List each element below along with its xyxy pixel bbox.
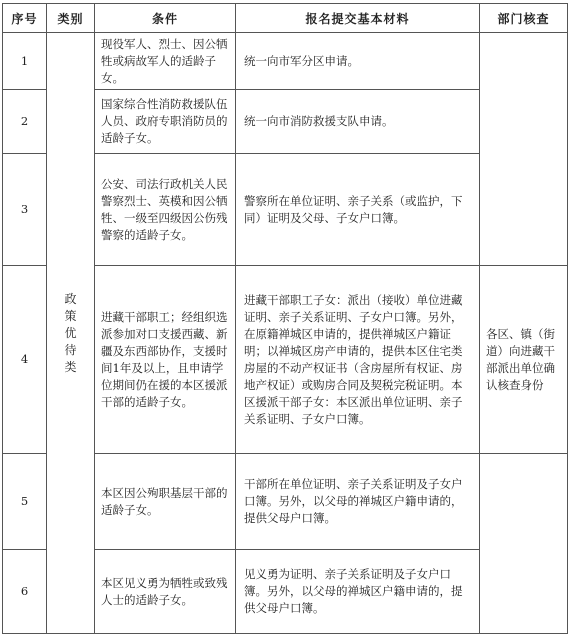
materials-cell: 统一向市军分区申请。	[236, 33, 480, 90]
category-cell	[47, 33, 95, 634]
header-row	[3, 4, 568, 33]
condition-cell: 进藏干部职工；经组织选派参加对口支援西藏、新疆及东西部协作，支援时间1年及以上，且申请学位期间仍在援的本区援派干部的适龄子女。	[95, 266, 236, 454]
condition-cell: 国家综合性消防救援队伍人员、政府专职消防员的适龄子女。	[95, 90, 236, 154]
row-number: 6	[3, 550, 47, 634]
dept-check-empty	[480, 33, 568, 266]
materials-cell: 进藏干部职工子女：派出（接收）单位进藏证明、亲子关系证明、子女户口簿。另外，在原籍禅城区申请的，提供禅城区户籍证明；以禅城区房产申请的，提供本区住宅类房屋的不动产权证书（含房屋所有权证、房地产权证）或购房合同及契税完税证明。本区援派干部子女：本区派出单位证明、亲子关系证明、子女户口簿。	[236, 266, 480, 454]
row-number: 1	[3, 33, 47, 90]
condition-cell: 本区见义勇为牺牲或致残人士的适龄子女。	[95, 550, 236, 634]
header-department: 部门核查	[480, 4, 568, 33]
condition-cell: 本区因公殉职基层干部的适龄子女。	[95, 454, 236, 550]
materials-cell: 警察所在单位证明、亲子关系（或监护，下同）证明及父母、子女户口簿。	[236, 154, 480, 266]
table-row	[3, 33, 568, 90]
row-number: 2	[3, 90, 47, 154]
row-number: 3	[3, 154, 47, 266]
materials-cell: 见义勇为证明、亲子关系证明及子女户口簿。另外，以父母的禅城区户籍申请的，提供父母户口簿。	[236, 550, 480, 634]
header-materials: 报名提交基本材料	[236, 4, 480, 33]
header-condition: 条件	[95, 4, 236, 33]
header-category: 类别	[47, 4, 95, 33]
condition-cell: 公安、司法行政机关人民警察烈士、英模和因公牺牲、一级至四级因公伤残警察的适龄子女。	[95, 154, 236, 266]
dept-check-empty	[480, 454, 568, 634]
materials-cell: 统一向市消防救援支队申请。	[236, 90, 480, 154]
category-label: 政策优待类	[64, 291, 77, 374]
row-number: 4	[3, 266, 47, 454]
condition-cell: 现役军人、烈士、因公牺牲或病故军人的适龄子女。	[95, 33, 236, 90]
dept-check-cell: 各区、镇（街道）向进藏干部派出单位确认核查身份	[480, 266, 568, 454]
enrollment-policy-table	[2, 3, 568, 634]
row-number: 5	[3, 454, 47, 550]
header-seq: 序号	[3, 4, 47, 33]
materials-cell: 干部所在单位证明、亲子关系证明及子女户口簿。另外，以父母的禅城区户籍申请的，提供父母户口簿。	[236, 454, 480, 550]
